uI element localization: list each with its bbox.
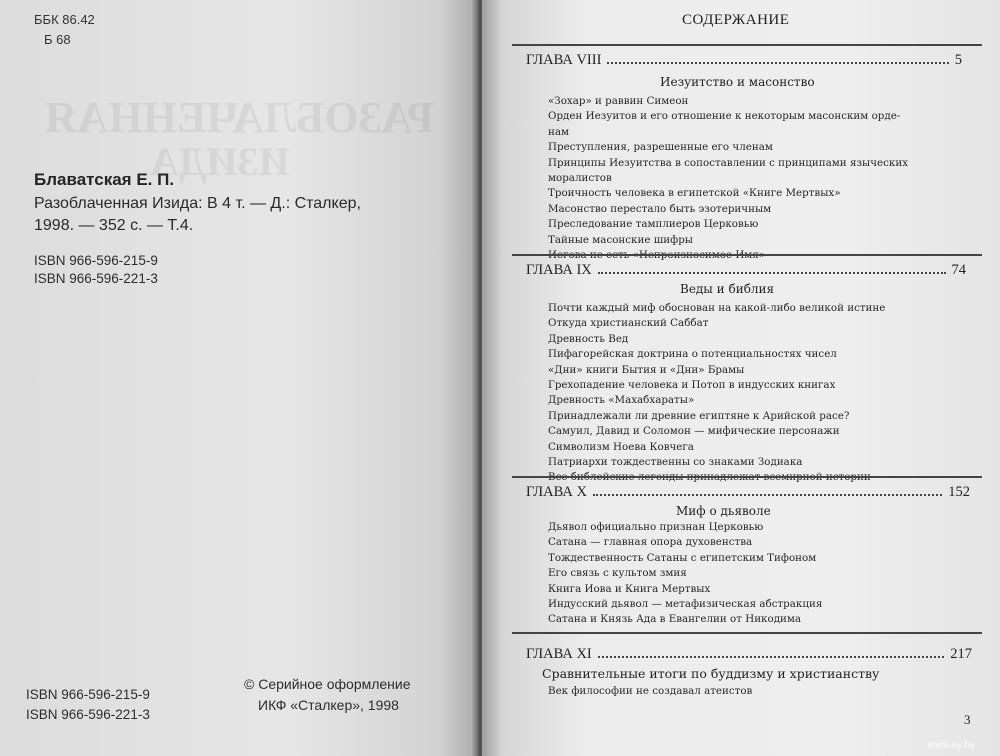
toc-item: Почти каждый миф обоснован на какой-либо великой истине: [548, 302, 886, 314]
chapter-divider: [512, 476, 982, 478]
toc-item: моралистов: [548, 172, 612, 185]
bleed-through-title: РАЗОБЛАЧЕННАЯ: [45, 93, 434, 142]
copyright-series-design: © Серийное оформление: [244, 676, 411, 692]
toc-item: Его связь с культом змия: [548, 567, 687, 580]
chapter-page: 217: [950, 646, 972, 662]
toc-item: Принципы Иезуитства в сопоставлении с принципами языческих: [548, 156, 909, 169]
chapter-divider: [512, 632, 982, 634]
leader-dots: [598, 272, 946, 274]
chapter-page: 152: [948, 484, 970, 500]
toc-item: Самуил, Давид и Соломон — мифические персонажи: [548, 425, 840, 438]
bleed-through-subtitle: ИЗИДА: [150, 139, 290, 184]
chapter-items: [548, 301, 948, 486]
chapter-items: [548, 684, 948, 699]
toc-item: Грехопадение человека и Потоп в индусских книгах: [548, 379, 836, 392]
toc-item: Откуда христианский Саббат: [548, 317, 709, 330]
toc-chapter-11[interactable]: [526, 646, 972, 663]
toc-chapter-8[interactable]: [526, 52, 962, 69]
book-description-line2: 1998. — 352 с. — Т.4.: [34, 217, 194, 234]
toc-item: Век философии не создавал атеистов: [548, 685, 753, 697]
toc-item: Орден Иезуитов и его отношение к некоторым масонским орде-: [548, 110, 901, 123]
isbn-bottom-1: ISBN 966-596-215-9: [26, 687, 150, 702]
toc-item: Дьявол официально признан Церковью: [548, 521, 764, 533]
watermark: www.ay.by: [928, 740, 976, 751]
toc-item: Древность Вед: [548, 332, 629, 345]
toc-item: Преступления, разрешенные его членам: [548, 141, 773, 154]
isbn-top-2: ISBN 966-596-221-3: [34, 271, 158, 286]
toc-item: Преследование тамплиеров Церковью: [548, 218, 759, 231]
isbn-bottom-2: ISBN 966-596-221-3: [26, 707, 150, 722]
page-number: 3: [964, 712, 971, 727]
toc-item: Символизм Ноева Ковчега: [548, 440, 694, 453]
toc-chapter-9[interactable]: [526, 262, 966, 279]
toc-item: Троичность человека в египетской «Книге Мертвых»: [548, 187, 841, 200]
toc-item: нам: [548, 125, 570, 138]
author-name: Блаватская Е. П.: [34, 170, 175, 189]
isbn-top-1: ISBN 966-596-215-9: [34, 253, 158, 268]
chapter-subtitle: Миф о дьяволе: [676, 504, 771, 518]
book-description-line1: Разоблаченная Изида: В 4 т. — Д.: Сталкер,: [34, 195, 361, 212]
toc-item: Принадлежали ли древние египтяне к Арийской расе?: [548, 409, 850, 422]
chapter-page: 5: [954, 52, 962, 68]
chapter-items: [548, 94, 948, 263]
toc-item: Индусский дьявол — метафизическая абстракция: [548, 598, 823, 611]
toc-item: Тайные масонские шифры: [548, 233, 693, 246]
copyright-publisher: ИКФ «Сталкер», 1998: [258, 697, 399, 713]
chapter-page: 74: [951, 262, 966, 278]
leader-dots: [598, 656, 944, 658]
chapter-subtitle: Веды и библия: [680, 282, 775, 296]
toc-item: «Дни» книги Бытия и «Дни» Брамы: [548, 363, 745, 376]
toc-item: Сатана и Князь Ада в Евангелии от Никодима: [548, 613, 802, 626]
chapter-label: ГЛАВА IX: [526, 262, 592, 278]
toc-title: СОДЕРЖАНИЕ: [682, 12, 790, 28]
bbk-index: Б 68: [44, 32, 71, 47]
toc-item: Древность «Махабхараты»: [548, 394, 695, 407]
toc-item: Пифагорейская доктрина о потенциальностях чисел: [548, 348, 837, 361]
chapter-divider: [512, 44, 982, 46]
bbk-code: ББК 86.42: [34, 12, 95, 27]
chapter-label: ГЛАВА X: [526, 484, 587, 500]
leader-dots: [607, 62, 948, 64]
toc-chapter-10[interactable]: [526, 484, 970, 501]
leader-dots: [593, 494, 942, 496]
chapter-label: ГЛАВА VIII: [526, 52, 602, 68]
toc-item: Масонство перестало быть эзотеричным: [548, 202, 772, 215]
chapter-items: [548, 520, 948, 628]
chapter-label: ГЛАВА XI: [526, 646, 592, 662]
toc-item: Сатана — главная опора духовенства: [548, 536, 753, 549]
toc-item: Тождественность Сатаны с египетским Тифоном: [548, 551, 817, 564]
chapter-subtitle: Иезуитство и масонство: [660, 75, 815, 89]
chapter-subtitle: Сравнительные итоги по буддизму и христианству: [542, 666, 880, 681]
toc-item: Книга Иова и Книга Мертвых: [548, 582, 711, 595]
toc-item: Патриархи тождественны со знаками Зодиака: [548, 456, 803, 469]
toc-item: «Зохар» и раввин Симеон: [548, 95, 689, 107]
chapter-divider: [512, 254, 982, 256]
